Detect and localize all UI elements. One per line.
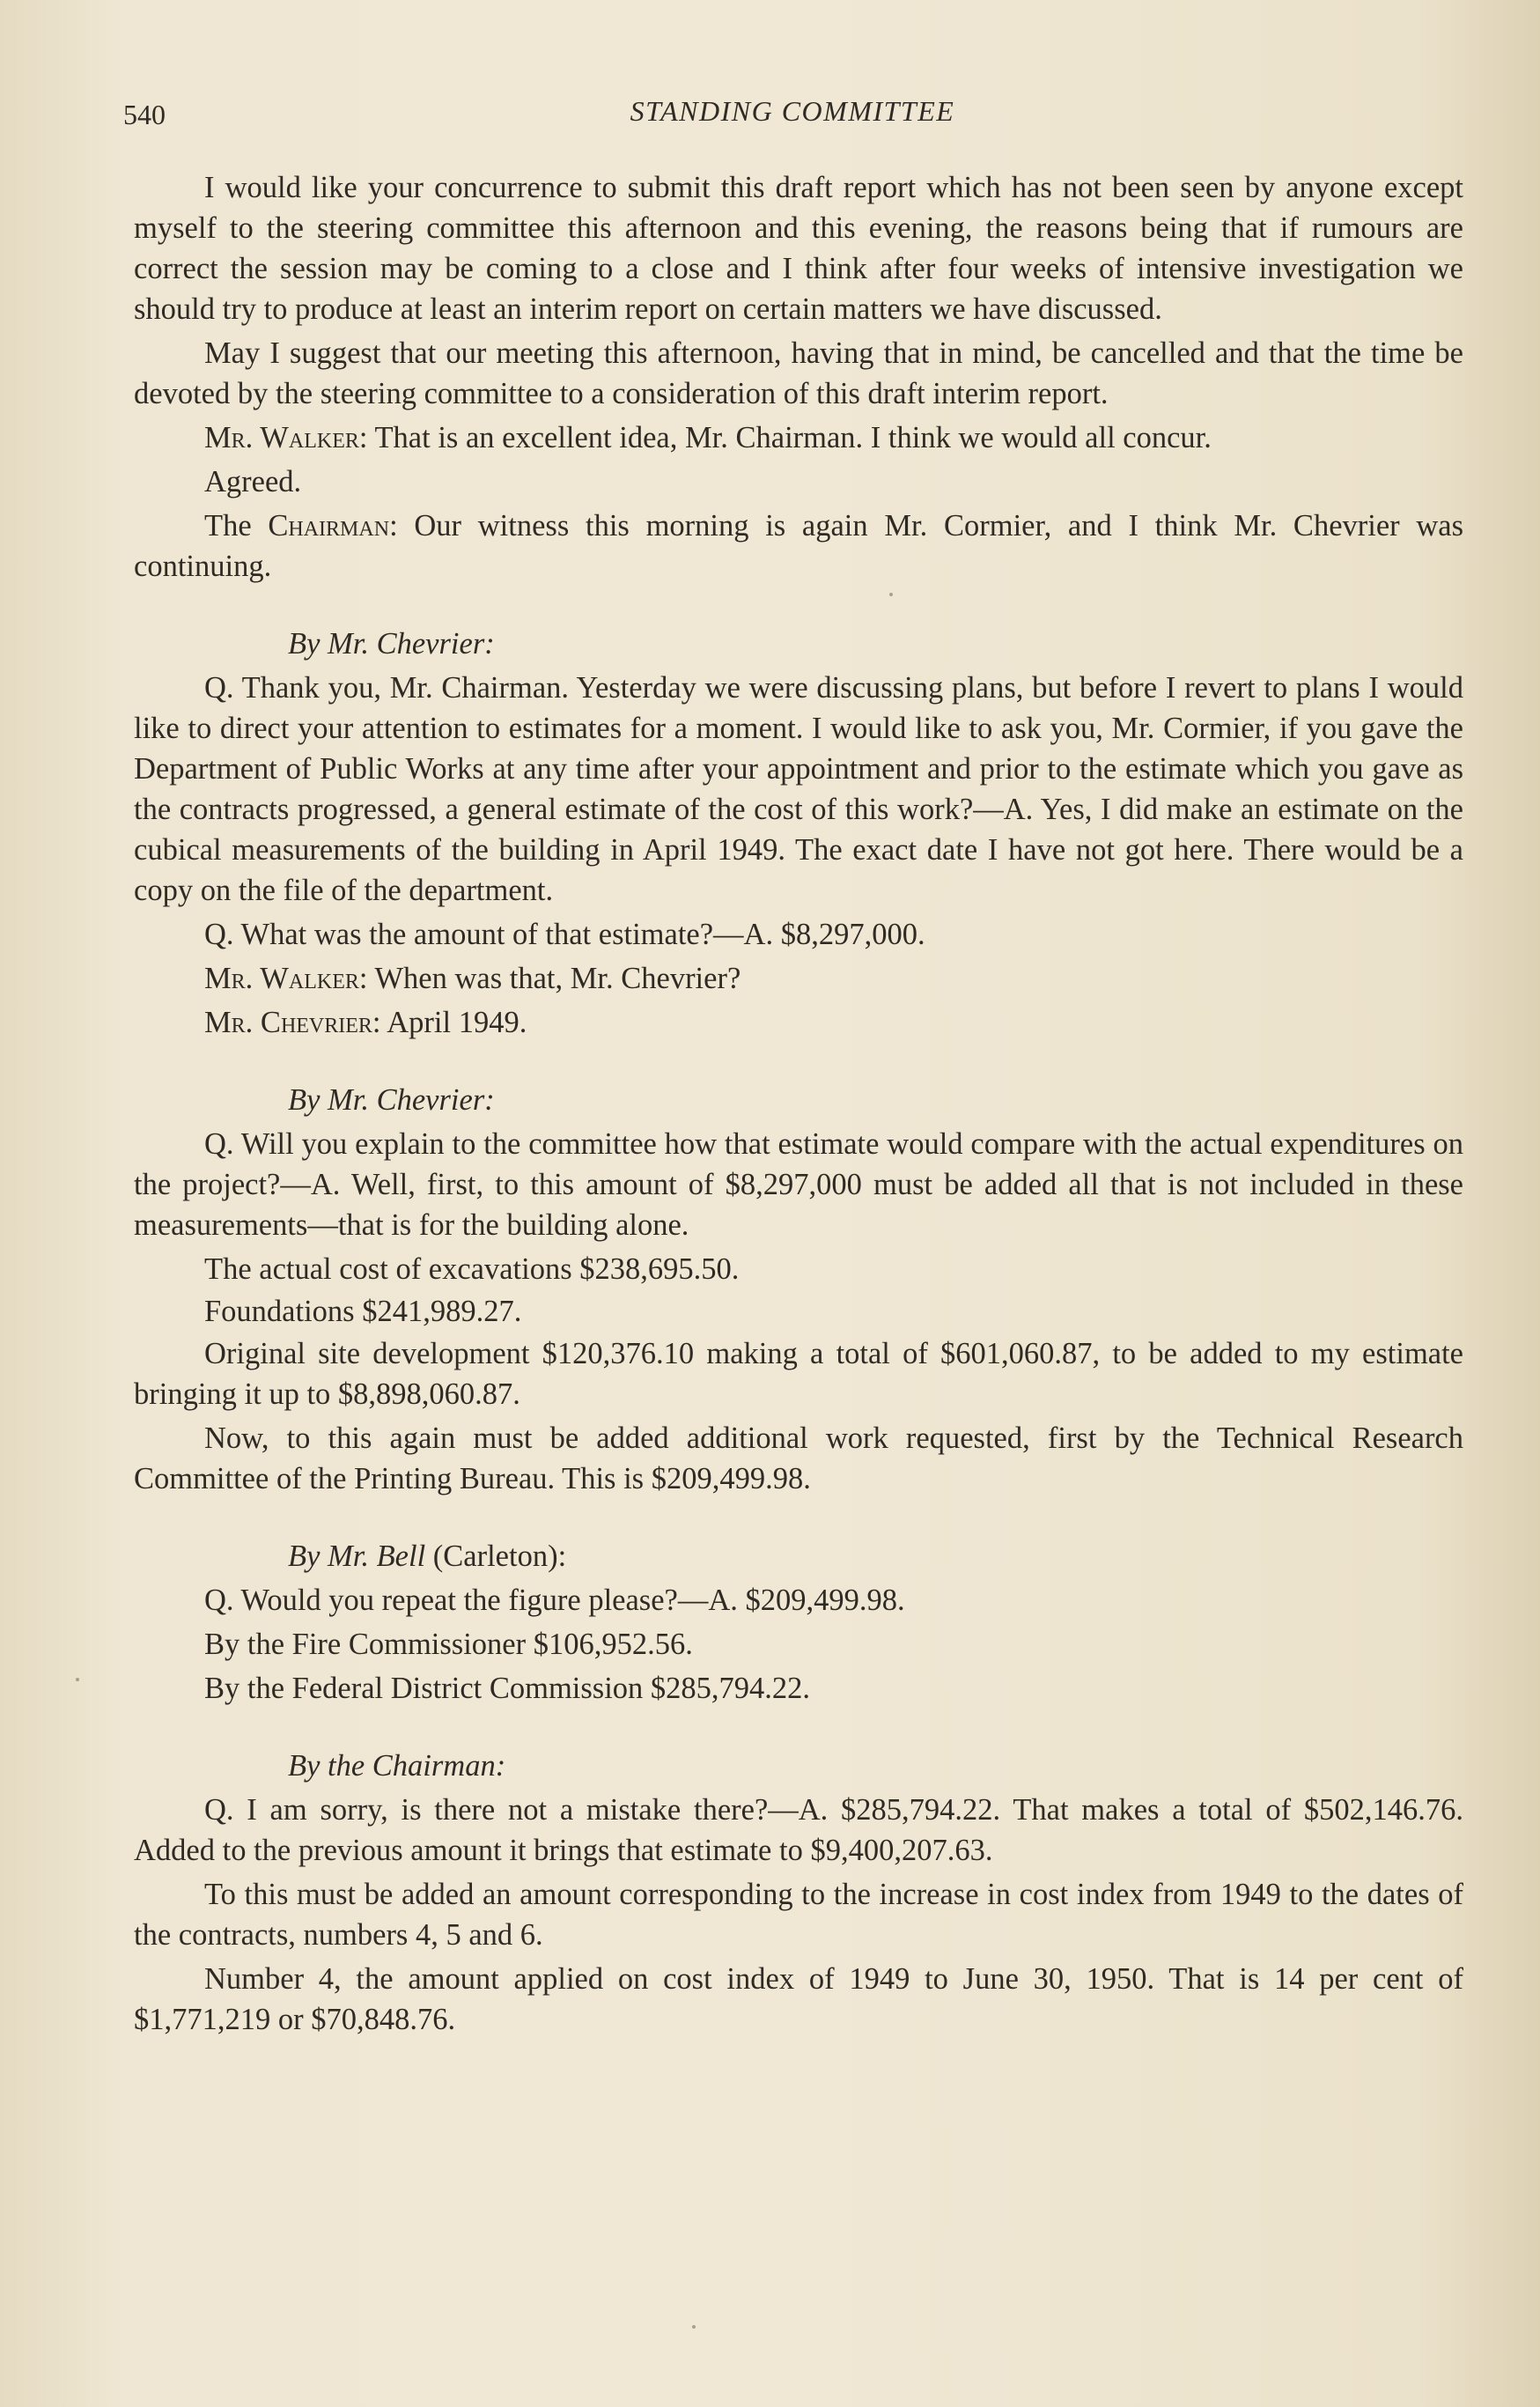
byline-bell bbox=[134, 1536, 1463, 1576]
speech-text: When was that, Mr. Chevrier? bbox=[374, 962, 741, 995]
page-number: 540 bbox=[123, 99, 166, 130]
paragraph-question-estimate: Q. Thank you, Mr. Chairman. Yesterday we were discussing plans, but before I revert to plans I would like to direct your attention to estimates for a moment. I would like to ask you, Mr. Cormier, if you gave the Department of Public Works at any time after your appointment and prior to the estimate which you gave as the contracts progressed, a general estimate of the cost of this work?—A. Yes, I did make an estimate on the cubical measurements of the building in April 1949. The exact date I have not got here. There would be a copy on the file of the department. bbox=[134, 671, 1463, 907]
byline-chevrier-1: By Mr. Chevrier: bbox=[288, 627, 495, 661]
paragraph-site-development: Original site development $120,376.10 making a total of $601,060.87, to be added to my estimate bringing it up to $8,898,060.87. bbox=[134, 1337, 1463, 1411]
paragraph-number-four: Number 4, the amount applied on cost index of 1949 to June 30, 1950. That is 14 per cent of $1,771,219 or $70,848.76. bbox=[134, 1962, 1463, 2036]
paragraph-walker-when bbox=[134, 958, 1463, 999]
paragraph-excavations: The actual cost of excavations $238,695.50. bbox=[204, 1252, 740, 1286]
paragraph-cost-index: To this must be added an amount corresponding to the increase in cost index from 1949 to the dates of the contracts, numbers 4, 5 and 6. bbox=[134, 1878, 1463, 1952]
speech-text: Our witness this morning is again Mr. Cormier, and I think Mr. Chevrier was continuing. bbox=[134, 509, 1464, 583]
running-head: STANDING COMMITTEE bbox=[630, 95, 955, 127]
paragraph-mistake: Q. I am sorry, is there not a mistake there?—A. $285,794.22. That makes a total of $502,146.76. Added to the previous amount it brings that estimate to $9,400,207.63. bbox=[134, 1793, 1463, 1867]
paragraph-repeat-figure: Q. Would you repeat the figure please?—A. $209,499.98. bbox=[204, 1584, 905, 1617]
speaker-title: Chairman bbox=[268, 509, 390, 543]
paragraph-agreed: Agreed. bbox=[204, 465, 302, 498]
paper-speck bbox=[692, 2325, 696, 2329]
byline-chairman: By the Chairman: bbox=[288, 1749, 506, 1783]
paragraph-suggestion: May I suggest that our meeting this afternoon, having that in mind, be cancelled and that the time be devoted by the steering committee to a consideration of this draft interim report. bbox=[134, 336, 1463, 410]
paragraph-additional-work: Now, to this again must be added additional work requested, first by the Technical Research Committee of the Printing Bureau. This is $209,499.98. bbox=[134, 1421, 1463, 1495]
paragraph-estimate-amount: Q. What was the amount of that estimate?—A. $8,297,000. bbox=[204, 918, 925, 951]
byline-riding: (Carleton): bbox=[432, 1539, 567, 1573]
speaker-label: Mr. Walker: bbox=[204, 962, 368, 995]
paragraph-federal-district: By the Federal District Commission $285,794.22. bbox=[204, 1672, 811, 1705]
speaker-label: Mr. Walker: bbox=[204, 421, 368, 454]
byline-name: By Mr. Bell bbox=[288, 1539, 426, 1573]
paragraph-fire-commissioner: By the Fire Commissioner $106,952.56. bbox=[204, 1628, 693, 1661]
byline-chevrier-2: By Mr. Chevrier: bbox=[288, 1083, 495, 1117]
page-header bbox=[123, 95, 1462, 148]
paper-speck bbox=[76, 1678, 79, 1681]
speaker-label: Mr. Chevrier: bbox=[204, 1006, 381, 1039]
paragraph-draft-report: I would like your concurrence to submit this draft report which has not been seen by anyone except myself to the steering committee this afternoon and this evening, the reasons being that if rumours are correct the session may be coming to a close and I think after four weeks of intensive investigation we should try to produce at least an interim report on certain matters we have discussed. bbox=[134, 171, 1463, 326]
speaker-label: The Chairman: bbox=[204, 509, 398, 543]
body-text bbox=[134, 167, 1463, 2043]
paragraph-compare-expenditures: Q. Will you explain to the committee how that estimate would compare with the actual expenditures on the project?—A. Well, first, to this amount of $8,297,000 must be added all that is not included in these measurements—that is for the building alone. bbox=[134, 1127, 1463, 1242]
paper-speck bbox=[889, 593, 893, 596]
paragraph-foundations: Foundations $241,989.27. bbox=[204, 1295, 522, 1328]
speech-text: That is an excellent idea, Mr. Chairman. I think we would all concur. bbox=[374, 421, 1212, 454]
speech-text: April 1949. bbox=[387, 1006, 527, 1039]
paragraph-chairman-witness bbox=[134, 506, 1463, 587]
paragraph-walker-concur bbox=[134, 417, 1463, 458]
paragraph-chevrier-date bbox=[134, 1002, 1463, 1043]
